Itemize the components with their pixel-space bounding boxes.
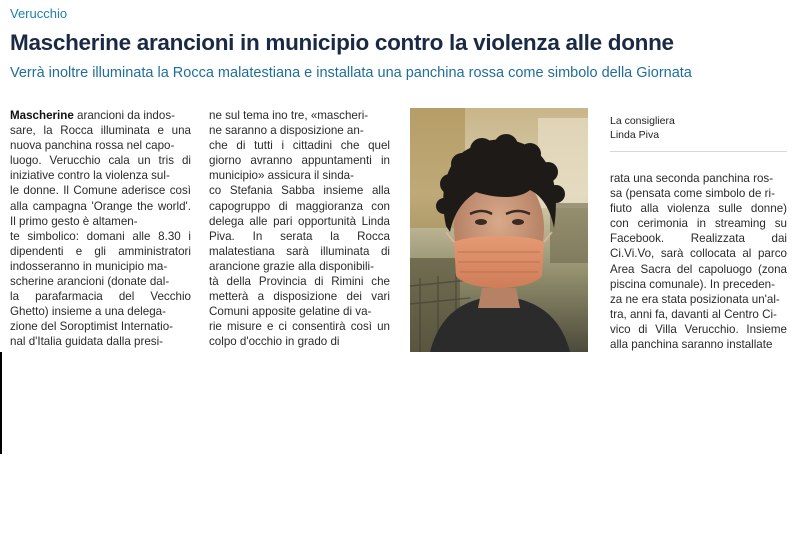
caption-line-1: La consigliera [610,115,675,127]
lead-word: Mascherine [10,109,74,122]
column-1-text: arancioni da indos- sare, la Rocca illuminata e una nuova panchina rossa nel capo- luogo. Verucchio cala un tris di iniziative contro la violenza sul- le donne. Il Comune aderisce così alla campagna 'Orange the world'. Il primo gesto è altamen- te simbolico: domani alle 8.30 i dipendenti e gli amministratori indosseranno in municipio ma- scherine arancioni (donate dal- la parafarmacia del Vecchio Ghetto) insieme a una delega- zione del Soroptimist Internatio- nal d'Italia guidata dalla presi- [10,109,191,349]
page-edge-rule [0,352,2,454]
article-headline: Mascherine arancioni in municipio contro la violenza alle donne [10,30,674,55]
article-column-2: ne sul tema ino tre, «mascheri- ne saranno a disposizione an- che di tutti i cittadini che quel giorno avranno appuntamenti in municipio» assicura il sinda- co Stefania Sabba insieme alla capogruppo di maggioranza con delega alle pari opportunità Linda Piva. In serata la Rocca malatestiana sarà illuminata di arancione grazie alla disponibili- tà della Provincia di Rimini che metterà a disposizione dei vari Comuni apposite gelatine di va- rie misure e ci consentirà così un colpo d'occhio in grado di [209,109,390,349]
section-label: Verucchio [10,6,68,21]
caption-divider [610,151,787,152]
portrait-image [410,108,588,352]
article-subheadline: Verrà inoltre illuminata la Rocca malatestiana e installata una panchina rossa come simbolo della Giornata [10,65,692,81]
article-photo [410,108,588,352]
article-column-3: rata una seconda panchina ros- sa (pensata come simbolo de ri- fiuto alla violenza sulle donne) con cerimonia in streaming su Facebook. Realizzata dai Ci.Vi.Vo, sarà collocata al parco Area Sacra del capoluogo (zona piscina comunale). In preceden- za ne era stata posizionata un'al- tra, anni fa, davanti al Centro Ci- vico di Villa Verucchio. Insieme alla panchina saranno installate [610,172,787,352]
article-column-1 [10,108,191,350]
photo-caption [610,114,675,142]
caption-line-2: Linda Piva [610,129,660,141]
